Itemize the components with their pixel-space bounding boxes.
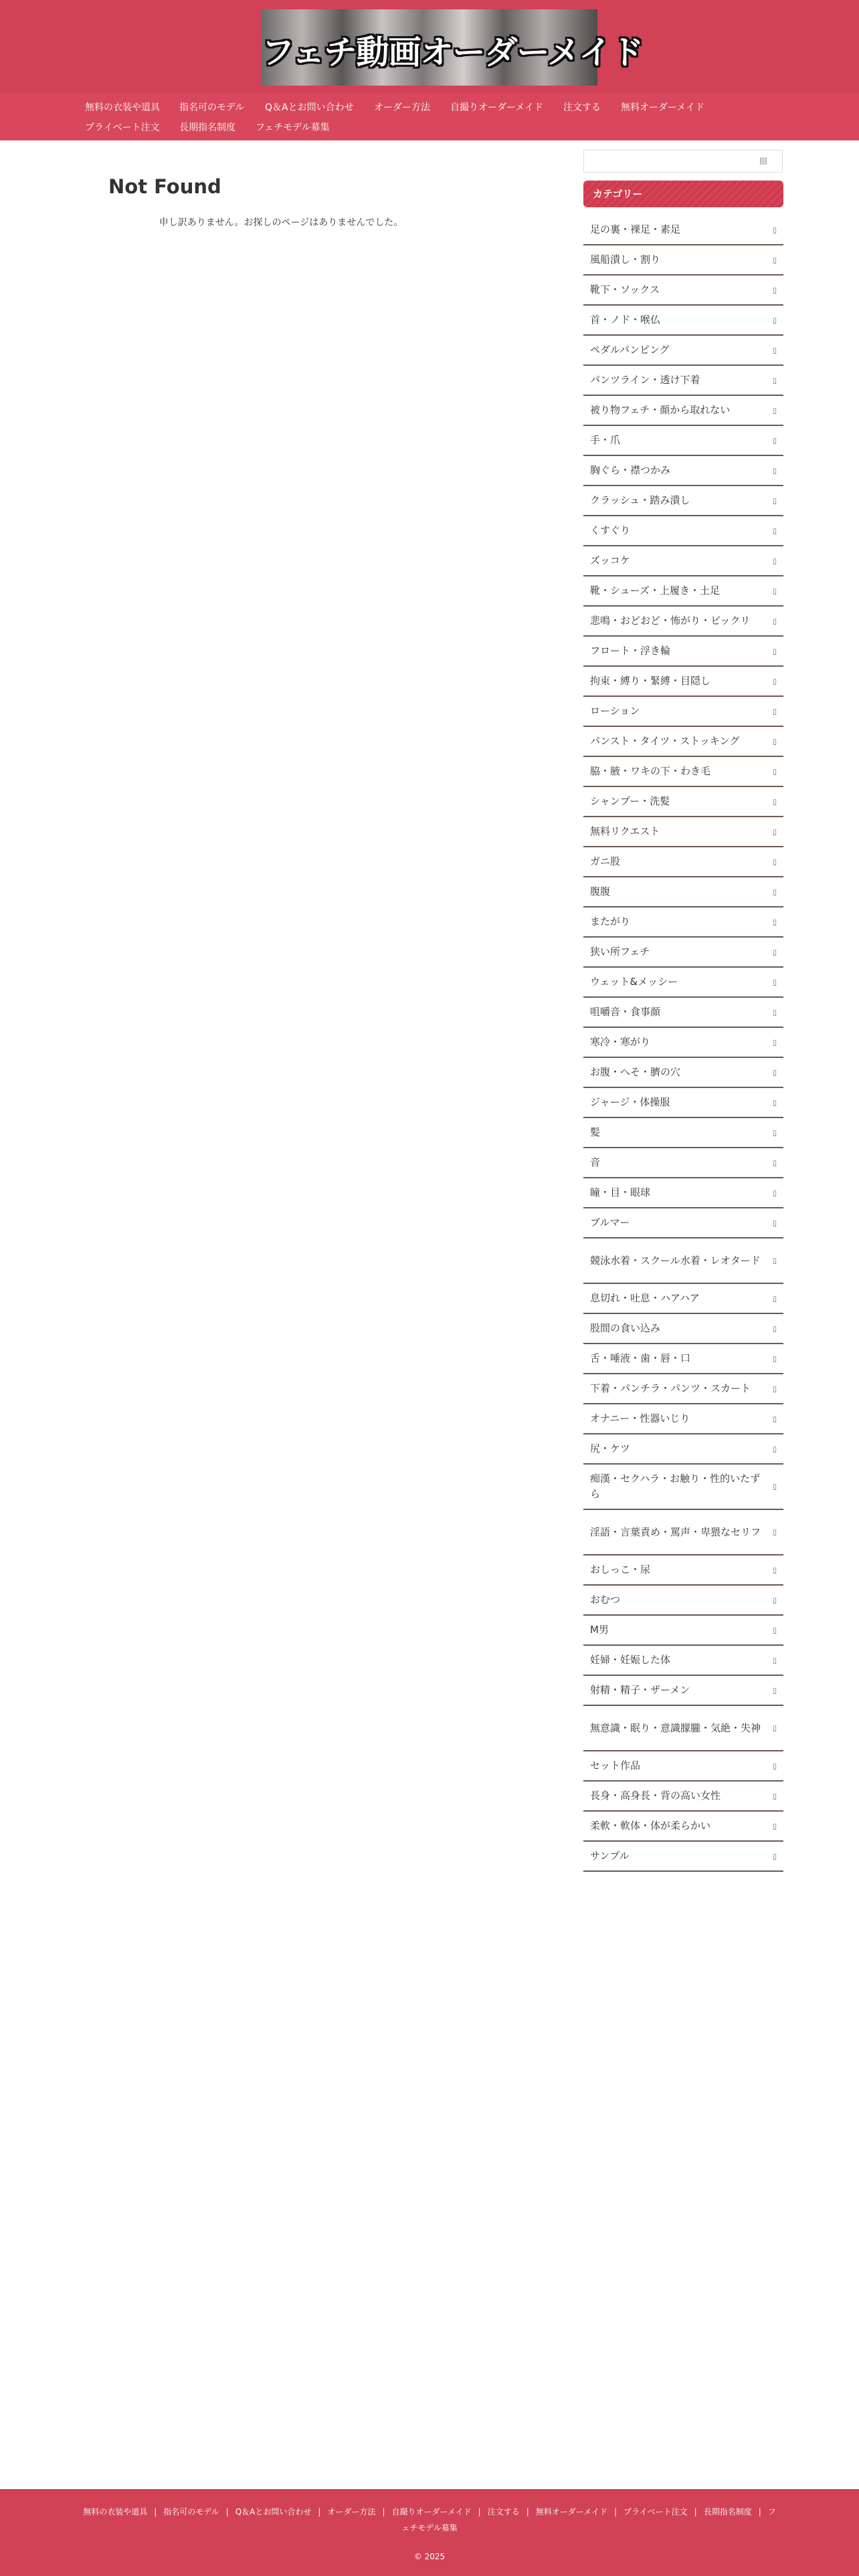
chevron-right-icon: ▯ xyxy=(772,316,777,324)
footer-separator: | xyxy=(758,2507,761,2516)
footer-separator: | xyxy=(154,2507,157,2516)
chevron-right-icon: ▯ xyxy=(772,1098,777,1107)
chevron-right-icon: ▯ xyxy=(772,1158,777,1167)
category-item[interactable] xyxy=(583,1586,783,1616)
category-item[interactable] xyxy=(583,1751,783,1782)
category-item[interactable] xyxy=(583,727,783,757)
category-item[interactable] xyxy=(583,516,783,546)
chevron-right-icon: ▯ xyxy=(772,1792,777,1800)
chevron-right-icon: ▯ xyxy=(772,617,777,625)
main-nav xyxy=(0,94,859,140)
chevron-right-icon: ▯ xyxy=(772,1596,777,1604)
footer-separator: | xyxy=(478,2507,481,2516)
category-item[interactable] xyxy=(583,456,783,486)
footer-link[interactable]: 長期指名制度 xyxy=(703,2507,752,2516)
category-item[interactable] xyxy=(583,757,783,787)
nav-item-qa[interactable]: Q＆Aとお問い合わせ xyxy=(265,102,354,113)
category-item[interactable] xyxy=(583,667,783,697)
footer-link[interactable]: 無料オーダーメイド xyxy=(535,2507,607,2516)
category-label: おむつ xyxy=(590,1594,621,1606)
category-label: 柔軟・軟体・体が柔らかい xyxy=(590,1820,711,1832)
category-label: 股間の食い込み xyxy=(590,1322,661,1334)
chevron-right-icon: ▯ xyxy=(772,1527,777,1537)
category-label: 被り物フェチ・顔から取れない xyxy=(590,404,731,416)
chevron-right-icon: ▯ xyxy=(772,1256,777,1265)
category-item[interactable] xyxy=(583,1178,783,1208)
chevron-right-icon: ▯ xyxy=(772,677,777,685)
category-item[interactable] xyxy=(583,1434,783,1465)
category-label: 射精・精子・ザーメン xyxy=(590,1684,690,1696)
category-label: 髪 xyxy=(590,1126,601,1138)
chevron-right-icon: ▯ xyxy=(772,887,777,896)
chevron-right-icon: ▯ xyxy=(772,737,777,746)
chevron-right-icon: ▯ xyxy=(772,1482,777,1491)
chevron-right-icon: ▯ xyxy=(772,1656,777,1665)
category-label: クラッシュ・踏み潰し xyxy=(590,494,690,506)
chevron-right-icon: ▯ xyxy=(772,1294,777,1303)
category-label: 無意識・眠り・意識朦朧・気絶・失神 xyxy=(590,1721,761,1734)
chevron-right-icon: ▯ xyxy=(772,1723,777,1733)
chevron-right-icon: ▯ xyxy=(772,1354,777,1363)
category-label: 下着・パンチラ・パンツ・スカート xyxy=(590,1382,751,1394)
chevron-right-icon: ▯ xyxy=(772,255,777,264)
category-item[interactable] xyxy=(583,1842,783,1872)
footer-separator: | xyxy=(382,2507,385,2516)
chevron-right-icon: ▯ xyxy=(772,346,777,354)
chevron-right-icon: ▯ xyxy=(772,1822,777,1830)
chevron-right-icon: ▯ xyxy=(772,1128,777,1137)
nav-item-model-recruit[interactable]: フェチモデル募集 xyxy=(256,122,330,133)
category-label: 足の裏・裸足・素足 xyxy=(590,223,681,235)
category-label: パンスト・タイツ・ストッキング xyxy=(590,735,740,747)
footer-separator: | xyxy=(526,2507,529,2516)
nav-item-long-term[interactable]: 長期指名制度 xyxy=(179,122,235,133)
category-label: 妊婦・妊娠した体 xyxy=(590,1654,671,1666)
category-label: おしっこ・尿 xyxy=(590,1564,651,1576)
footer-link[interactable]: フェチモデル募集 xyxy=(401,2507,776,2533)
footer-separator: | xyxy=(318,2507,321,2516)
category-item[interactable] xyxy=(583,697,783,727)
chevron-right-icon: ▯ xyxy=(772,948,777,956)
chevron-right-icon: ▯ xyxy=(772,1324,777,1333)
chevron-right-icon: ▯ xyxy=(772,978,777,986)
footer-link[interactable]: 自撮りオーダーメイド xyxy=(391,2507,472,2516)
category-label: 無料リクエスト xyxy=(590,825,660,837)
category-label: くすぐり xyxy=(590,524,631,536)
category-item[interactable] xyxy=(583,1555,783,1586)
category-item[interactable] xyxy=(583,486,783,516)
chevron-right-icon: ▯ xyxy=(772,376,777,385)
chevron-right-icon: ▯ xyxy=(772,1761,777,1770)
category-label: 腹腹 xyxy=(590,885,611,897)
footer-link[interactable]: 無料の衣装や道具 xyxy=(83,2507,148,2516)
chevron-right-icon: ▯ xyxy=(772,286,777,294)
category-label: サンプル xyxy=(590,1850,630,1862)
category-item[interactable] xyxy=(583,336,783,366)
category-item[interactable] xyxy=(583,787,783,817)
category-label: お腹・へそ・臍の穴 xyxy=(590,1066,681,1078)
category-label: 手・爪 xyxy=(590,434,621,446)
category-item[interactable] xyxy=(583,907,783,938)
category-label: ペダルパンピング xyxy=(590,344,670,356)
chevron-right-icon: ▯ xyxy=(772,496,777,505)
chevron-right-icon: ▯ xyxy=(772,1008,777,1016)
not-found-message: 申し訳ありません。お探しのページはありませんでした。 xyxy=(159,217,403,228)
footer-link[interactable]: オーダー方法 xyxy=(327,2507,376,2516)
category-item[interactable] xyxy=(583,607,783,637)
chevron-right-icon: ▯ xyxy=(772,556,777,565)
nav-item-private-order[interactable]: プライベート注文 xyxy=(85,122,160,133)
category-item[interactable] xyxy=(583,276,783,306)
category-label: 瞳・目・眼球 xyxy=(590,1186,651,1198)
nav-item-models[interactable]: 指名可のモデル xyxy=(179,102,245,113)
chevron-right-icon: ▯ xyxy=(772,1188,777,1197)
page-title: Not Found xyxy=(108,175,221,198)
chevron-right-icon: ▯ xyxy=(772,647,777,655)
nav-item-free-order[interactable]: 無料オーダーメイド xyxy=(621,102,705,113)
nav-item-order[interactable]: 注文する xyxy=(563,102,601,113)
chevron-right-icon: ▯ xyxy=(772,767,777,776)
category-label: オナニー・性器いじり xyxy=(590,1412,690,1424)
category-item[interactable] xyxy=(583,938,783,968)
chevron-right-icon: ▯ xyxy=(772,827,777,836)
chevron-right-icon: ▯ xyxy=(772,436,777,445)
category-item[interactable] xyxy=(583,1374,783,1404)
chevron-right-icon: ▯ xyxy=(772,918,777,926)
category-label: ブルマー xyxy=(590,1216,630,1228)
chevron-right-icon: ▯ xyxy=(772,406,777,415)
footer-link[interactable]: 注文する xyxy=(487,2507,520,2516)
category-item[interactable] xyxy=(583,1028,783,1058)
chevron-right-icon: ▯ xyxy=(772,1686,777,1695)
logo-text: フェチ動画オーダーメイド xyxy=(262,33,644,72)
category-item[interactable] xyxy=(583,306,783,336)
chevron-right-icon: ▯ xyxy=(772,466,777,475)
category-label: 風船潰し・割り xyxy=(590,253,661,265)
chevron-right-icon: ▯ xyxy=(772,1218,777,1227)
category-label: 寒冷・寒がり xyxy=(590,1036,651,1048)
footer-separator: | xyxy=(694,2507,697,2516)
footer-nav xyxy=(80,2504,779,2536)
footer-link[interactable]: 指名可のモデル xyxy=(163,2507,219,2516)
nav-item-order-method[interactable]: オーダー方法 xyxy=(374,102,430,113)
chevron-right-icon: ▯ xyxy=(772,1038,777,1047)
category-label: 首・ノド・喉仏 xyxy=(590,314,661,326)
category-label: M男 xyxy=(590,1624,609,1636)
category-label: 音 xyxy=(590,1156,601,1168)
chevron-right-icon: ▯ xyxy=(772,526,777,535)
category-label: セット作品 xyxy=(590,1759,641,1772)
chevron-right-icon: ▯ xyxy=(772,1384,777,1393)
category-item[interactable] xyxy=(583,1404,783,1434)
chevron-right-icon: ▯ xyxy=(772,1566,777,1574)
nav-item-free-costumes[interactable]: 無料の衣装や道具 xyxy=(85,102,160,113)
category-item[interactable] xyxy=(583,366,783,396)
category-item[interactable] xyxy=(583,1616,783,1646)
category-label: ジャージ・体操服 xyxy=(590,1096,670,1108)
category-label: 靴下・ソックス xyxy=(590,284,660,296)
chevron-right-icon: ▯ xyxy=(772,225,777,234)
category-label: シャンプー・洗髪 xyxy=(590,795,670,807)
search-icon[interactable]: ▤ xyxy=(759,156,767,166)
category-label: 尻・ケツ xyxy=(590,1442,630,1455)
category-label: 靴・シューズ・上履き・土足 xyxy=(590,584,720,597)
search-input[interactable] xyxy=(583,150,783,173)
category-item[interactable] xyxy=(583,1118,783,1148)
category-label: 脇・腋・ワキの下・わき毛 xyxy=(590,765,711,777)
chevron-right-icon: ▯ xyxy=(772,857,777,866)
category-label: 狭い所フェチ xyxy=(590,946,650,958)
chevron-right-icon: ▯ xyxy=(772,1852,777,1860)
category-item[interactable] xyxy=(583,1208,783,1239)
chevron-right-icon: ▯ xyxy=(772,1414,777,1423)
footer-separator: | xyxy=(225,2507,229,2516)
site-header xyxy=(0,0,859,94)
chevron-right-icon: ▯ xyxy=(772,707,777,716)
footer-link[interactable]: Q＆Aとお問い合わせ xyxy=(235,2507,312,2516)
category-item[interactable] xyxy=(583,576,783,607)
chevron-right-icon: ▯ xyxy=(772,1444,777,1453)
category-list xyxy=(583,215,783,1872)
category-label: 拘束・縛り・緊縛・目隠し xyxy=(590,675,711,687)
category-item[interactable] xyxy=(583,245,783,276)
site-logo[interactable] xyxy=(262,9,644,86)
category-item[interactable] xyxy=(583,215,783,245)
category-item[interactable] xyxy=(583,817,783,847)
category-label: またがり xyxy=(590,916,631,928)
category-item[interactable] xyxy=(583,1314,783,1344)
category-label: 長身・高身長・背の高い女性 xyxy=(590,1790,721,1802)
category-label: ローション xyxy=(590,705,640,717)
category-label: パンツライン・透け下着 xyxy=(590,374,700,386)
category-label: 悲鳴・おどおど・怖がり・ビックリ xyxy=(590,615,751,627)
category-item[interactable] xyxy=(583,1510,783,1555)
category-item[interactable] xyxy=(583,1344,783,1374)
category-label: フロート・浮き輪 xyxy=(590,645,671,657)
copyright: © 2025 xyxy=(413,2552,446,2561)
category-item[interactable] xyxy=(583,1148,783,1178)
category-label: ズッコケ xyxy=(590,554,630,566)
category-item[interactable] xyxy=(583,546,783,576)
category-item[interactable] xyxy=(583,396,783,426)
category-item[interactable] xyxy=(583,1706,783,1751)
category-item[interactable] xyxy=(583,1088,783,1118)
chevron-right-icon: ▯ xyxy=(772,797,777,806)
chevron-right-icon: ▯ xyxy=(772,1068,777,1077)
chevron-right-icon: ▯ xyxy=(772,586,777,595)
site-footer xyxy=(0,2489,859,2576)
category-label: 咀嚼音・食事顔 xyxy=(590,1006,661,1018)
category-widget-title: カテゴリー xyxy=(583,181,783,207)
category-item[interactable] xyxy=(583,877,783,907)
category-label: ガニ股 xyxy=(590,855,621,867)
category-item[interactable] xyxy=(583,847,783,877)
category-item[interactable] xyxy=(583,1239,783,1284)
nav-item-selfie-order[interactable]: 自撮りオーダーメイド xyxy=(450,102,544,113)
category-item[interactable] xyxy=(583,637,783,667)
category-item[interactable] xyxy=(583,1465,783,1510)
category-item[interactable] xyxy=(583,1812,783,1842)
footer-separator: | xyxy=(613,2507,617,2516)
category-item[interactable] xyxy=(583,998,783,1028)
category-item[interactable] xyxy=(583,1284,783,1314)
category-label: 淫語・言葉責め・罵声・卑猥なセリフ xyxy=(590,1525,761,1538)
category-label: 舌・唾液・歯・唇・口 xyxy=(590,1352,691,1364)
category-item[interactable] xyxy=(583,1782,783,1812)
category-label: 息切れ・吐息・ハアハア xyxy=(590,1292,700,1304)
category-item[interactable] xyxy=(583,1058,783,1088)
category-label: 痴漢・セクハラ・お触り・性的いたずら xyxy=(590,1473,761,1500)
category-item[interactable] xyxy=(583,968,783,998)
category-label: 競泳水着・スクール水着・レオタード xyxy=(590,1254,761,1267)
category-label: 胸ぐら・襟つかみ xyxy=(590,464,671,476)
footer-link[interactable]: プライベート注文 xyxy=(624,2507,688,2516)
chevron-right-icon: ▯ xyxy=(772,1626,777,1634)
category-label: ウェット&メッシー xyxy=(590,976,678,988)
category-item[interactable] xyxy=(583,426,783,456)
category-item[interactable] xyxy=(583,1646,783,1676)
category-item[interactable] xyxy=(583,1676,783,1706)
